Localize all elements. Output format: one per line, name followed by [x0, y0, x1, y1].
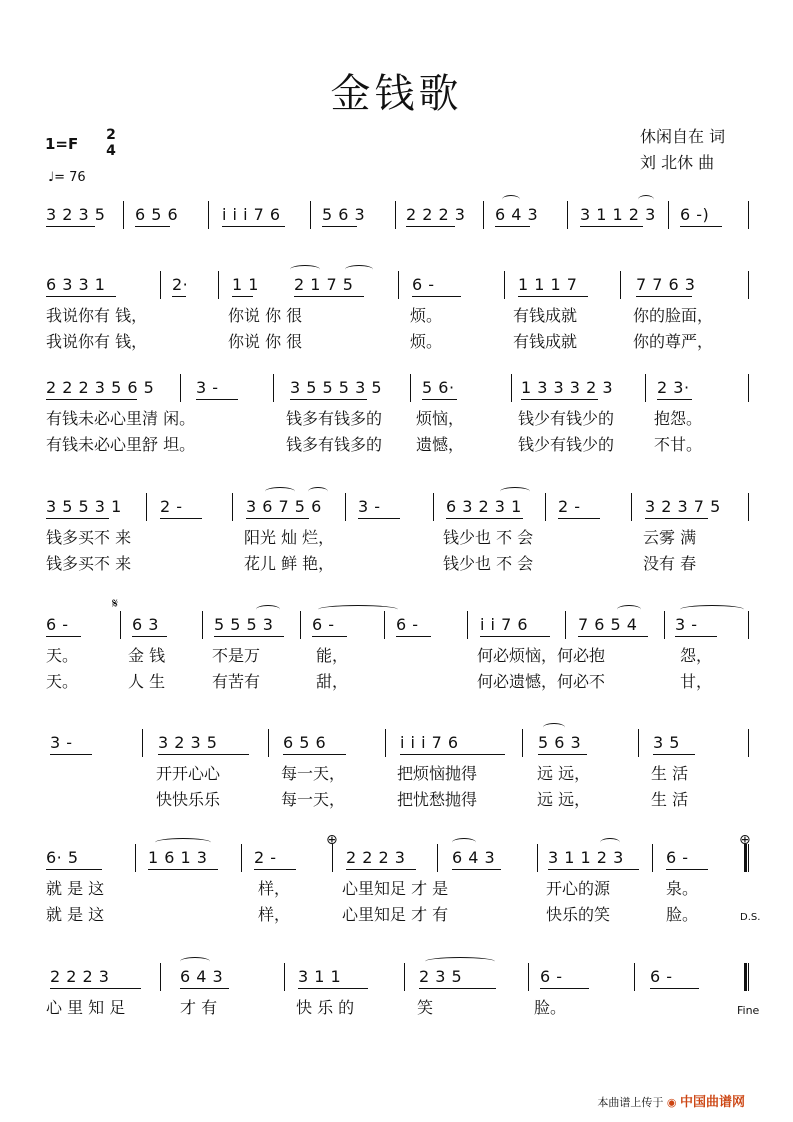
barline	[504, 271, 505, 299]
note-group: 6 -	[312, 615, 335, 634]
beam-underline	[396, 636, 431, 637]
lyric-syllables: 甜，	[316, 672, 349, 691]
note-group: 2 3 5	[419, 967, 463, 986]
tie-arc	[617, 605, 641, 614]
lyric-syllables: 心 里 知 足	[46, 998, 126, 1017]
note-group: 2 3·	[657, 378, 690, 397]
note-group: 3 6 7 5 6	[246, 497, 322, 516]
note-group: 5 6·	[422, 378, 455, 397]
lyric-syllables: 我说你有 钱，	[46, 332, 148, 351]
beam-underline	[46, 226, 95, 227]
barline	[332, 844, 333, 872]
barline	[748, 963, 749, 991]
beam-underline	[148, 869, 218, 870]
note-group: 5 6 3	[538, 733, 582, 752]
beam-underline	[645, 518, 708, 519]
note-group: 6 -	[412, 275, 435, 294]
beam-underline	[452, 869, 501, 870]
beam-underline	[657, 399, 692, 400]
lyric-syllables: 快乐的笑	[546, 905, 611, 924]
lyric-syllables: 有钱成就	[513, 332, 578, 351]
note-group: 1 3 3 3 2 3	[521, 378, 614, 397]
lyric-syllables: 有钱未必心里清 闲。	[46, 409, 196, 428]
lyric-syllables: 远 远，	[537, 764, 591, 783]
tie-arc	[680, 605, 744, 614]
beam-underline	[636, 296, 692, 297]
barline	[620, 271, 621, 299]
note-group: 6 4 3	[180, 967, 224, 986]
lyric-syllables: 你的尊严，	[633, 332, 714, 351]
lyric-syllables: 才 有	[180, 998, 218, 1017]
barline	[123, 201, 124, 229]
note-group: 3 2 3 7 5	[645, 497, 721, 516]
lyric-syllables: 天。	[46, 646, 79, 665]
lyric-syllables: 钱多买不 来	[46, 554, 132, 573]
note-group: 6 -	[666, 848, 689, 867]
lyric-syllables: 我说你有 钱，	[46, 306, 148, 325]
lyric-syllables: 远 远，	[537, 790, 591, 809]
barline	[528, 963, 529, 991]
staff-row	[0, 848, 793, 938]
barline	[631, 493, 632, 521]
lyric-syllables: 泉。	[666, 879, 699, 898]
lyric-syllables: 你说 你 很	[228, 332, 303, 351]
lyric-syllables: 有钱成就	[513, 306, 578, 325]
barline	[748, 271, 749, 299]
lyric-syllables: 烦恼，	[416, 409, 465, 428]
beam-underline	[294, 296, 364, 297]
beam-underline	[50, 988, 141, 989]
lyric-syllables: 快 乐 的	[296, 998, 355, 1017]
lyric-syllables: 没有 春	[643, 554, 697, 573]
barline	[748, 844, 749, 872]
lyric-syllables: 钱多买不 来	[46, 528, 132, 547]
note-group: 2 -	[558, 497, 581, 516]
barline	[645, 374, 646, 402]
tie-arc	[155, 838, 211, 847]
note-group: 2 2 2 3	[50, 967, 110, 986]
lyric-syllables: 抱怨。	[654, 409, 703, 428]
barline	[437, 844, 438, 872]
barline	[545, 493, 546, 521]
beam-underline	[46, 518, 109, 519]
barline	[218, 271, 219, 299]
note-group: 7 7 6 3	[636, 275, 696, 294]
lyric-syllables: 每一天，	[281, 790, 346, 809]
note-group: 6 4 3	[495, 205, 539, 224]
barline	[398, 271, 399, 299]
barline	[522, 729, 523, 757]
note-group: 3 -	[196, 378, 219, 397]
barline	[142, 729, 143, 757]
barline	[160, 963, 161, 991]
barline	[120, 611, 121, 639]
coda-icon: ⊕	[739, 832, 751, 848]
note-group: 7 6 5 4	[578, 615, 638, 634]
barline	[410, 374, 411, 402]
beam-underline	[422, 399, 457, 400]
barline	[395, 201, 396, 229]
beam-underline	[222, 226, 285, 227]
note-group: 3 -	[675, 615, 698, 634]
note-group: 6 -	[396, 615, 419, 634]
barline	[433, 493, 434, 521]
barline	[284, 963, 285, 991]
note-group: 3 -	[50, 733, 73, 752]
barline	[310, 201, 311, 229]
note-group: 6 -)	[680, 205, 710, 224]
note-group: 3 1 1 2 3	[580, 205, 656, 224]
tie-arc	[308, 487, 328, 496]
coda-icon: ⊕	[326, 832, 338, 848]
barline	[634, 963, 635, 991]
lyric-syllables: 何必烦恼，何必抱	[477, 646, 606, 665]
note-group: 3 -	[358, 497, 381, 516]
barline	[241, 844, 242, 872]
tie-arc	[425, 957, 495, 966]
beam-underline	[132, 636, 167, 637]
lyric-syllables: 人 生	[128, 672, 166, 691]
footer-credit	[597, 1091, 745, 1110]
beam-underline	[46, 636, 81, 637]
tie-arc	[502, 195, 520, 204]
barline	[268, 729, 269, 757]
lyric-syllables: 钱少有钱少的	[518, 409, 615, 428]
note-group: 6 4 3	[452, 848, 496, 867]
barline	[384, 611, 385, 639]
note-group: 6 -	[540, 967, 563, 986]
note-group: 6 5 6	[283, 733, 327, 752]
note-group: 2 -	[254, 848, 277, 867]
lyric-syllables: 你说 你 很	[228, 306, 303, 325]
lyric-syllables: 开心的源	[546, 879, 611, 898]
lyricist-credit: 休闲自在 词	[640, 127, 726, 146]
barline	[748, 611, 749, 639]
beam-underline	[675, 636, 717, 637]
note-group: 6 3 3 1	[46, 275, 106, 294]
beam-underline	[214, 636, 284, 637]
note-group: 2·	[172, 275, 189, 294]
quarter-note-icon: ♩	[48, 170, 55, 185]
beam-underline	[135, 226, 170, 227]
beam-underline	[46, 399, 137, 400]
note-group: 6 -	[650, 967, 673, 986]
lyric-syllables: 有苦有	[212, 672, 261, 691]
beam-underline	[653, 754, 695, 755]
beam-underline	[160, 518, 202, 519]
staff-row	[0, 275, 793, 365]
lyric-syllables: 不甘。	[654, 435, 703, 454]
beam-underline	[232, 296, 253, 297]
beam-underline	[46, 296, 116, 297]
tie-arc	[500, 487, 530, 496]
note-group: 1 1	[232, 275, 259, 294]
ds-mark: D.S.	[740, 912, 761, 923]
tempo-value: = 76	[54, 170, 86, 185]
lyric-syllables: 能，	[316, 646, 349, 665]
site-name: 中国曲谱网	[679, 1095, 745, 1110]
staff-row	[0, 497, 793, 587]
note-group: 2 -	[160, 497, 183, 516]
beam-underline	[518, 296, 588, 297]
beam-underline	[180, 988, 229, 989]
beam-underline	[406, 226, 455, 227]
beam-underline	[578, 636, 648, 637]
time-sig-bottom: 4	[106, 143, 116, 159]
beam-underline	[172, 296, 186, 297]
note-group: 6· 5	[46, 848, 79, 867]
beam-underline	[419, 988, 496, 989]
beam-underline	[322, 226, 357, 227]
beam-underline	[46, 869, 102, 870]
note-group: 5 5 5 3	[214, 615, 274, 634]
note-group: 3 5	[653, 733, 680, 752]
beam-underline	[548, 869, 639, 870]
barline	[273, 374, 274, 402]
note-group: i i 7 6	[480, 615, 529, 634]
beam-underline	[412, 296, 461, 297]
note-group: i i i 7 6	[222, 205, 281, 224]
barline	[748, 374, 749, 402]
barline	[748, 729, 749, 757]
lyric-syllables: 金 钱	[128, 646, 166, 665]
barline	[668, 201, 669, 229]
lyric-syllables: 钱少有钱少的	[518, 435, 615, 454]
site-logo-icon: ◉	[666, 1096, 677, 1109]
lyric-syllables: 何必遗憾，何必不	[477, 672, 606, 691]
lyric-syllables: 你的脸面，	[633, 306, 714, 325]
note-group: 3 1 1 2 3	[548, 848, 624, 867]
note-group: 3 5 5 3 1	[46, 497, 122, 516]
tie-arc	[345, 265, 373, 274]
note-group: 1 1 1 7	[518, 275, 578, 294]
tie-arc	[638, 195, 654, 204]
segno-icon: 𝄋	[112, 596, 119, 612]
note-group: 3 1 1	[298, 967, 342, 986]
barline	[565, 611, 566, 639]
staff-row	[0, 378, 793, 468]
lyric-syllables: 样，	[258, 905, 291, 924]
note-group: i i i 7 6	[400, 733, 459, 752]
note-group: 6 5 6	[135, 205, 179, 224]
time-sig-top: 2	[106, 127, 116, 143]
beam-underline	[666, 869, 708, 870]
barline	[232, 493, 233, 521]
lyric-syllables: 烦。	[410, 306, 443, 325]
beam-underline	[680, 226, 722, 227]
beam-underline	[254, 869, 296, 870]
barline	[160, 271, 161, 299]
lyric-syllables: 生 活	[651, 764, 689, 783]
lyric-syllables: 甘，	[680, 672, 713, 691]
barline	[385, 729, 386, 757]
barline	[652, 844, 653, 872]
beam-underline	[540, 988, 589, 989]
barline	[467, 611, 468, 639]
note-group: 1 6 1 3	[148, 848, 208, 867]
note-group: 2 2 2 3	[406, 205, 466, 224]
lyric-syllables: 每一天，	[281, 764, 346, 783]
beam-underline	[358, 518, 400, 519]
tie-arc	[543, 723, 565, 732]
beam-underline	[290, 399, 367, 400]
lyric-syllables: 脸。	[666, 905, 699, 924]
lyric-syllables: 生 活	[651, 790, 689, 809]
final-barline	[744, 844, 747, 872]
barline	[664, 611, 665, 639]
beam-underline	[521, 399, 598, 400]
staff-row	[0, 733, 793, 823]
beam-underline	[400, 754, 505, 755]
note-group: 2 1 7 5	[294, 275, 354, 294]
lyric-syllables: 脸。	[534, 998, 567, 1017]
beam-underline	[283, 754, 346, 755]
barline	[638, 729, 639, 757]
tie-arc	[290, 265, 320, 274]
lyric-syllables: 就 是 这	[46, 905, 105, 924]
lyric-syllables: 不是万	[212, 646, 261, 665]
tie-arc	[452, 838, 476, 847]
barline	[135, 844, 136, 872]
lyric-syllables: 快快乐乐	[156, 790, 221, 809]
lyric-syllables: 钱少也 不 会	[443, 528, 534, 547]
beam-underline	[158, 754, 249, 755]
note-group: 3 5 5 5 3 5	[290, 378, 383, 397]
note-group: 6 -	[46, 615, 69, 634]
time-signature	[104, 127, 118, 159]
barline	[180, 374, 181, 402]
barline	[567, 201, 568, 229]
barline	[208, 201, 209, 229]
beam-underline	[538, 754, 587, 755]
barline	[404, 963, 405, 991]
barline	[345, 493, 346, 521]
lyric-syllables: 样，	[258, 879, 291, 898]
final-barline	[744, 963, 747, 991]
lyric-syllables: 遗憾，	[416, 435, 465, 454]
tie-arc	[265, 487, 295, 496]
beam-underline	[298, 988, 368, 989]
lyric-syllables: 阳光 灿 烂，	[244, 528, 335, 547]
tie-arc	[180, 957, 210, 966]
beam-underline	[480, 636, 550, 637]
barline	[748, 493, 749, 521]
barline	[483, 201, 484, 229]
lyric-syllables: 心里知足 才 是	[342, 879, 449, 898]
fine-mark: Fine	[737, 1004, 760, 1017]
composer-credit: 刘 北休 曲	[640, 153, 715, 172]
lyric-syllables: 钱少也 不 会	[443, 554, 534, 573]
beam-underline	[246, 518, 309, 519]
beam-underline	[580, 226, 643, 227]
note-group: 2 2 2 3	[346, 848, 406, 867]
beam-underline	[495, 226, 530, 227]
note-group: 3 2 3 5	[46, 205, 106, 224]
lyric-syllables: 烦。	[410, 332, 443, 351]
beam-underline	[446, 518, 523, 519]
barline	[202, 611, 203, 639]
note-group: 5 6 3	[322, 205, 366, 224]
note-group: 3 2 3 5	[158, 733, 218, 752]
lyric-syllables: 有钱未必心里舒 坦。	[46, 435, 196, 454]
barline	[748, 201, 749, 229]
lyric-syllables: 笑	[417, 998, 434, 1017]
song-title: 金钱歌	[330, 71, 463, 117]
lyric-syllables: 钱多有钱多的	[286, 409, 383, 428]
tie-arc	[600, 838, 620, 847]
beam-underline	[346, 869, 416, 870]
lyric-syllables: 天。	[46, 672, 79, 691]
note-group: 2 2 2 3 5 6 5	[46, 378, 155, 397]
tie-arc	[318, 605, 398, 614]
key-signature: 1=F	[45, 135, 79, 153]
barline	[300, 611, 301, 639]
lyric-syllables: 把烦恼抛得	[397, 764, 478, 783]
barline	[537, 844, 538, 872]
lyric-syllables: 把忧愁抛得	[397, 790, 478, 809]
lyric-syllables: 开开心心	[156, 764, 221, 783]
beam-underline	[196, 399, 238, 400]
beam-underline	[650, 988, 699, 989]
staff-row	[0, 615, 793, 705]
beam-underline	[312, 636, 347, 637]
note-group: 6 3 2 3 1	[446, 497, 522, 516]
lyric-syllables: 怨，	[680, 646, 713, 665]
lyric-syllables: 就 是 这	[46, 879, 105, 898]
tie-arc	[256, 605, 280, 614]
lyric-syllables: 云雾 满	[643, 528, 697, 547]
tempo-marking	[48, 170, 86, 185]
barline	[146, 493, 147, 521]
beam-underline	[558, 518, 600, 519]
upload-text: 本曲谱上传于	[597, 1096, 664, 1109]
barline	[511, 374, 512, 402]
lyric-syllables: 钱多有钱多的	[286, 435, 383, 454]
note-group: 6 3	[132, 615, 159, 634]
beam-underline	[50, 754, 92, 755]
lyric-syllables: 心里知足 才 有	[342, 905, 449, 924]
lyric-syllables: 花儿 鲜 艳，	[244, 554, 335, 573]
staff-row	[0, 967, 793, 1057]
